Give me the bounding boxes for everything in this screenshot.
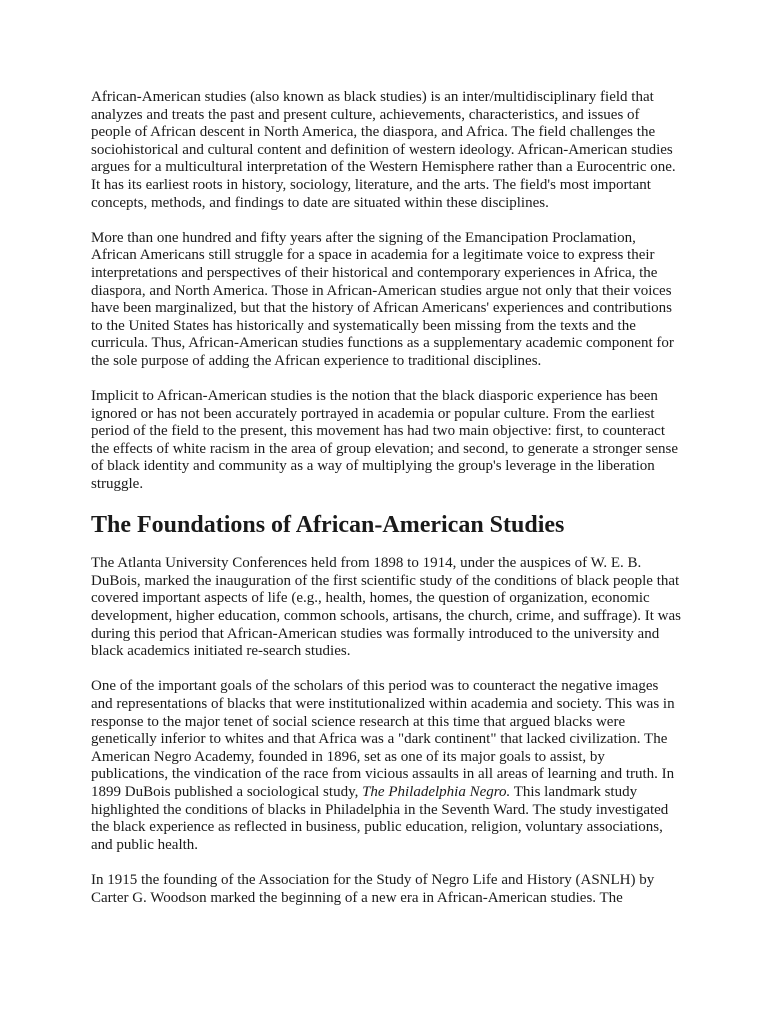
goals-paragraph bbox=[91, 678, 681, 854]
section-heading: The Foundations of African-American Studies bbox=[91, 512, 565, 539]
asnlh-paragraph: In 1915 the founding of the Association for the Study of Negro Life and History (ASNLH) by Carter G. Woodson marked the beginning of a new era in African-American studies. The bbox=[91, 871, 655, 906]
atlanta-paragraph: The Atlanta University Conferences held from 1898 to 1914, under the auspices of W. E. B. DuBois, marked the inauguration of the first scientific study of the conditions of black people that covered important aspects of life (e.g., health, homes, the question of organization, economic development, higher education, common schools, artisans, the church, crime, and suffrage). It was during this period that African-American studies was formally introduced to the university and black academics initiated re-search studies. bbox=[91, 555, 681, 660]
goals-text-before: One of the important goals of the scholars of this period was to counteract the negative images and representations of blacks that were institutionalized within academia and society. This was in response to the major tenet of social science research at this time that argued blacks were genetically inferior to whites and that Africa was a "dark continent" that lacked civilization. The American Negro Academy, founded in 1896, set as one of its major goals to assist, by publications, the vindication of the race from vicious assaults in all areas of learning and truth. In 1899 DuBois published a sociological study, bbox=[91, 678, 675, 800]
goals-text-after: This landmark study highlighted the conditions of blacks in Philadelphia in the Seventh Ward. The study investigated the black experience as reflected in business, public education, religion, voluntary associations, and public health. bbox=[91, 783, 669, 853]
intro-paragraph-2: More than one hundred and fifty years after the signing of the Emancipation Proclamation, African Americans still struggle for a space in academia for a legitimate voice to express their interpretations and perspectives of their historical and contemporary experiences in Africa, the diaspora, and North America. Those in African-American studies argue not only that their voices have been marginalized, but that the history of African Americans' experiences and contributions to the United States has historically and systematically been missing from the texts and the curricula. Thus, African-American studies functions as a supplementary academic component for the sole purpose of adding the African experience to traditional disciplines. bbox=[91, 229, 674, 369]
document-page bbox=[91, 89, 681, 925]
intro-paragraph-3: Implicit to African-American studies is the notion that the black diasporic experience has been ignored or has not been accurately portrayed in academia or popular culture. From the earliest period of the field to the present, this movement has had two main objective: first, to counteract the effects of white racism in the area of group elevation; and second, to generate a stronger sense of black identity and community as a way of multiplying the group's leverage in the liberation struggle. bbox=[91, 388, 678, 493]
book-title: The Philadelphia Negro. bbox=[362, 783, 511, 800]
intro-paragraph-1: African-American studies (also known as black studies) is an inter/multidisciplinary field that analyzes and treats the past and present culture, achievements, characteristics, and issues of people of African descent in North America, the diaspora, and Africa. The field challenges the sociohistorical and cultural content and definition of western ideology. African-American studies argues for a multicultural interpretation of the Western Hemisphere rather than a Eurocentric one. It has its earliest roots in history, sociology, literature, and the arts. The field's most important concepts, methods, and findings to date are situated within these disciplines. bbox=[91, 89, 676, 211]
